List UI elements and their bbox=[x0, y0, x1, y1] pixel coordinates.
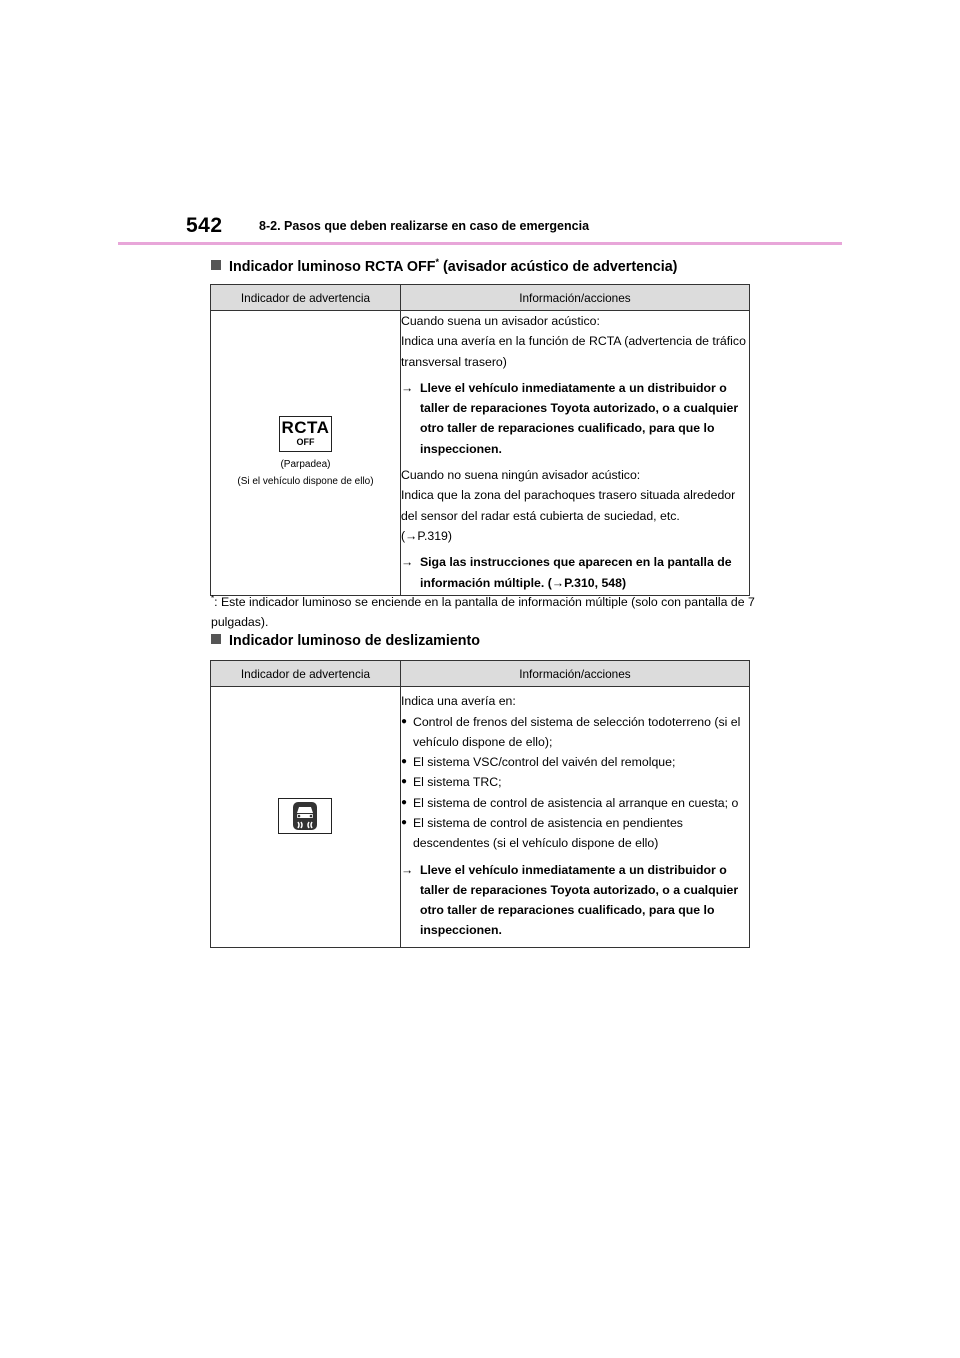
list-item-text: El sistema TRC; bbox=[412, 775, 502, 790]
table2-col1-header: Indicador de advertencia bbox=[211, 661, 401, 687]
footnote bbox=[211, 589, 756, 632]
section1-heading-text: Indicador luminoso RCTA OFF bbox=[229, 258, 436, 275]
table1-col2-header: Información/acciones bbox=[400, 285, 749, 311]
list-item bbox=[401, 712, 749, 753]
info-line: Indica una avería en la función de RCTA (advertencia de tráfico transversal trasero) bbox=[400, 334, 746, 369]
info-line: Indica una avería en: bbox=[400, 694, 516, 709]
section1-heading-suffix: (avisador acústico de advertencia) bbox=[439, 258, 678, 275]
table1-col1-header: Indicador de advertencia bbox=[211, 285, 401, 311]
rcta-off-icon bbox=[279, 416, 332, 452]
footnote-mark: * bbox=[211, 594, 215, 603]
rcta-icon-cell bbox=[211, 311, 401, 596]
rcta-icon-subtext: OFF bbox=[296, 437, 315, 448]
table2-col2-header: Información/acciones bbox=[400, 661, 749, 687]
list-item bbox=[401, 793, 749, 813]
bullet-icon: ● bbox=[400, 817, 407, 828]
action-text: Siga las instrucciones que aparecen en la pantalla de información múltiple. (→P.310, 548) bbox=[419, 555, 732, 590]
slip-icon-cell bbox=[211, 687, 401, 948]
list-item bbox=[401, 772, 749, 792]
list-item-text: El sistema de control de asistencia al arranque en cuesta; o bbox=[412, 795, 739, 810]
arrow-icon: → bbox=[400, 862, 414, 877]
bullet-icon: ● bbox=[400, 715, 407, 727]
footnote-text: : Este indicador luminoso se enciende en la pantalla de información múltiple (solo con pantalla de 7 pulgadas). bbox=[211, 595, 755, 630]
action-item bbox=[401, 860, 749, 941]
page-reference: (→P.319) bbox=[400, 528, 452, 543]
info-line: Cuando no suena ningún avisador acústico: bbox=[400, 468, 641, 483]
info-line: Cuando suena un avisador acústico: bbox=[400, 314, 600, 328]
list-item-text: El sistema VSC/control del vaivén del remolque; bbox=[412, 755, 676, 770]
rcta-info-cell bbox=[400, 311, 749, 596]
list-item-text: El sistema de control de asistencia en pendientes descendentes (si el vehículo dispone de ello) bbox=[412, 816, 683, 851]
arrow-icon: → bbox=[400, 555, 414, 570]
rcta-icon-text: RCTA bbox=[281, 418, 330, 438]
rcta-warning-table bbox=[210, 284, 750, 596]
action-item bbox=[401, 378, 749, 459]
square-bullet-icon bbox=[211, 260, 221, 270]
icon-caption-if-equipped: (Si el vehículo dispone de ello) bbox=[237, 476, 374, 488]
list-item-text: Control de frenos del sistema de selección todoterreno (si el vehículo dispone de ello); bbox=[412, 714, 741, 749]
bullet-icon: ● bbox=[400, 796, 407, 808]
skid-indicator-graphic bbox=[279, 799, 331, 833]
vehicle-skid-icon bbox=[278, 798, 332, 834]
section2-heading bbox=[211, 633, 480, 649]
action-text: Lleve el vehículo inmediatamente a un distribuidor o taller de reparaciones Toyota autorizado, o a cualquier otro taller de reparaciones cualificado, para que lo inspeccionen. bbox=[419, 380, 739, 456]
list-item bbox=[401, 752, 749, 772]
action-item bbox=[401, 552, 749, 593]
bullet-icon: ● bbox=[400, 776, 407, 788]
icon-caption-blinks: (Parpadea) bbox=[280, 459, 331, 471]
action-text: Lleve el vehículo inmediatamente a un distribuidor o taller de reparaciones Toyota autorizado, o a cualquier otro taller de reparaciones cualificado, para que lo inspeccionen. bbox=[419, 862, 739, 938]
page-number: 542 bbox=[186, 214, 223, 237]
square-bullet-icon bbox=[211, 634, 221, 644]
bullet-icon: ● bbox=[400, 756, 407, 768]
info-line: Indica que la zona del parachoques trasero situada alrededor del sensor del radar está cubierta de suciedad, etc. bbox=[400, 488, 736, 523]
header-rule bbox=[118, 242, 842, 245]
list-item bbox=[401, 813, 749, 854]
section1-heading-mark: * bbox=[435, 257, 440, 267]
section1-heading bbox=[211, 257, 677, 275]
section2-heading-text: Indicador luminoso de deslizamiento bbox=[229, 633, 481, 649]
section-title: 8-2. Pasos que deben realizarse en caso de emergencia bbox=[259, 219, 590, 233]
slip-info-cell bbox=[400, 687, 749, 948]
arrow-icon: → bbox=[400, 380, 414, 395]
slip-warning-table bbox=[210, 660, 750, 948]
